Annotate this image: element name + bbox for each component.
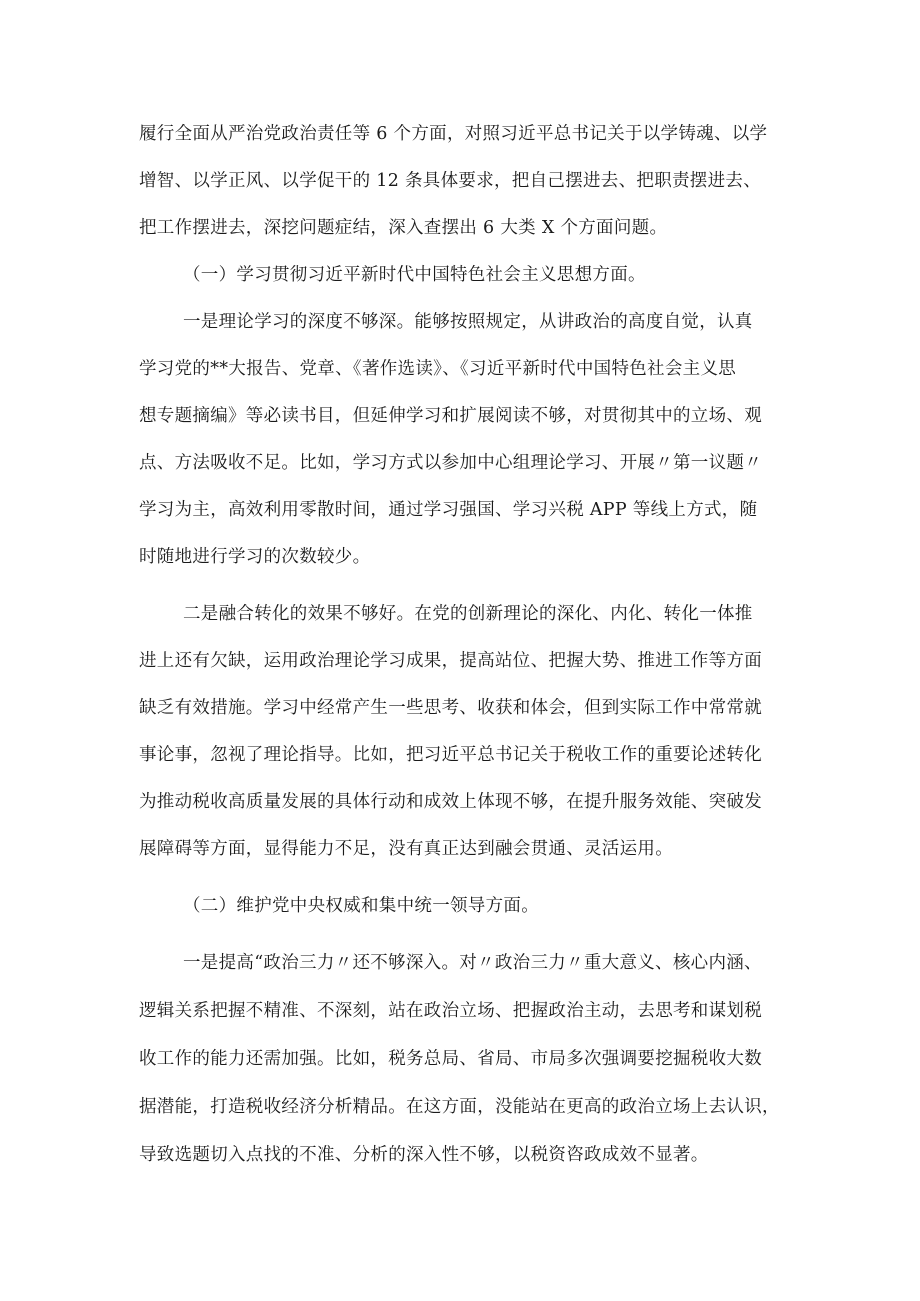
section-2-point-1-line-5: 导致选题切入点找的不准、分析的深入性不够，以税资咨政成效不显著。 (139, 1145, 709, 1165)
section-2-heading: （二）维护党中央权威和集中统一领导方面。 (183, 896, 539, 916)
section-1-heading: （一）学习贯彻习近平新时代中国特色社会主义思想方面。 (183, 265, 646, 285)
section-1-point-1-line-2: 学习党的**大报告、党章、《著作选读》、《习近平新时代中国特色社会主义思 (139, 359, 737, 379)
section-1-point-1-line-1: 一是理论学习的深度不够深。能够按照规定，从讲政治的高度自觉，认真 (183, 312, 753, 332)
section-1-point-2-line-3: 缺乏有效措施。学习中经常产生一些思考、收获和体会，但到实际工作中常常就 (139, 698, 762, 718)
intro-line-3: 把工作摆进去，深挖问题症结，深入查摆出 6 大类 X 个方面问题。 (139, 218, 668, 238)
section-1-point-2-line-4: 事论事，忽视了理论指导。比如，把习近平总书记关于税收工作的重要论述转化 (139, 745, 762, 765)
section-1-point-2-line-5: 为推动税收高质量发展的具体行动和成效上体现不够，在提升服务效能、突破发 (139, 792, 762, 812)
section-2-point-1-line-2: 逻辑关系把握不精准、不深刻，站在政治立场、把握政治主动，去思考和谋划税 (139, 1001, 762, 1021)
section-1-point-1-line-6: 时随地进行学习的次数较少。 (139, 547, 371, 567)
intro-line-1: 履行全面从严治党政治责任等 6 个方面，对照习近平总书记关于以学铸魂、以学 (139, 124, 768, 144)
section-1-point-2-line-1: 二是融合转化的效果不够好。在党的创新理论的深化、内化、转化一体推 (183, 604, 753, 624)
section-2-point-1-line-4: 据潜能，打造税收经济分析精品。在这方面，没能站在更高的政治立场上去认识， (139, 1097, 780, 1117)
section-1-point-2-line-2: 进上还有欠缺，运用政治理论学习成果，提高站位、把握大势、推进工作等方面 (139, 651, 762, 671)
section-1-point-1-line-3: 想专题摘编》等必读书目，但延伸学习和扩展阅读不够，对贯彻其中的立场、观 (139, 406, 762, 426)
section-1-point-1-line-4: 点、方法吸收不足。比如，学习方式以参加中心组理论学习、开展〃第一议题〃 (139, 453, 762, 473)
section-2-point-1-line-3: 收工作的能力还需加强。比如，税务总局、省局、市局多次强调要挖掘税收大数 (139, 1049, 762, 1069)
intro-line-2: 增智、以学正风、以学促干的 12 条具体要求，把自己摆进去、把职责摆进去、 (139, 171, 761, 191)
section-1-point-2-line-6: 展障碍等方面，显得能力不足，没有真正达到融会贯通、灵活运用。 (139, 839, 673, 859)
section-2-point-1-line-1: 一是提高“政治三力〃还不够深入。对〃政治三力〃重大意义、核心内涵、 (183, 953, 762, 973)
section-1-point-1-line-5: 学习为主，高效利用零散时间，通过学习强国、学习兴税 APP 等线上方式，随 (139, 500, 758, 520)
